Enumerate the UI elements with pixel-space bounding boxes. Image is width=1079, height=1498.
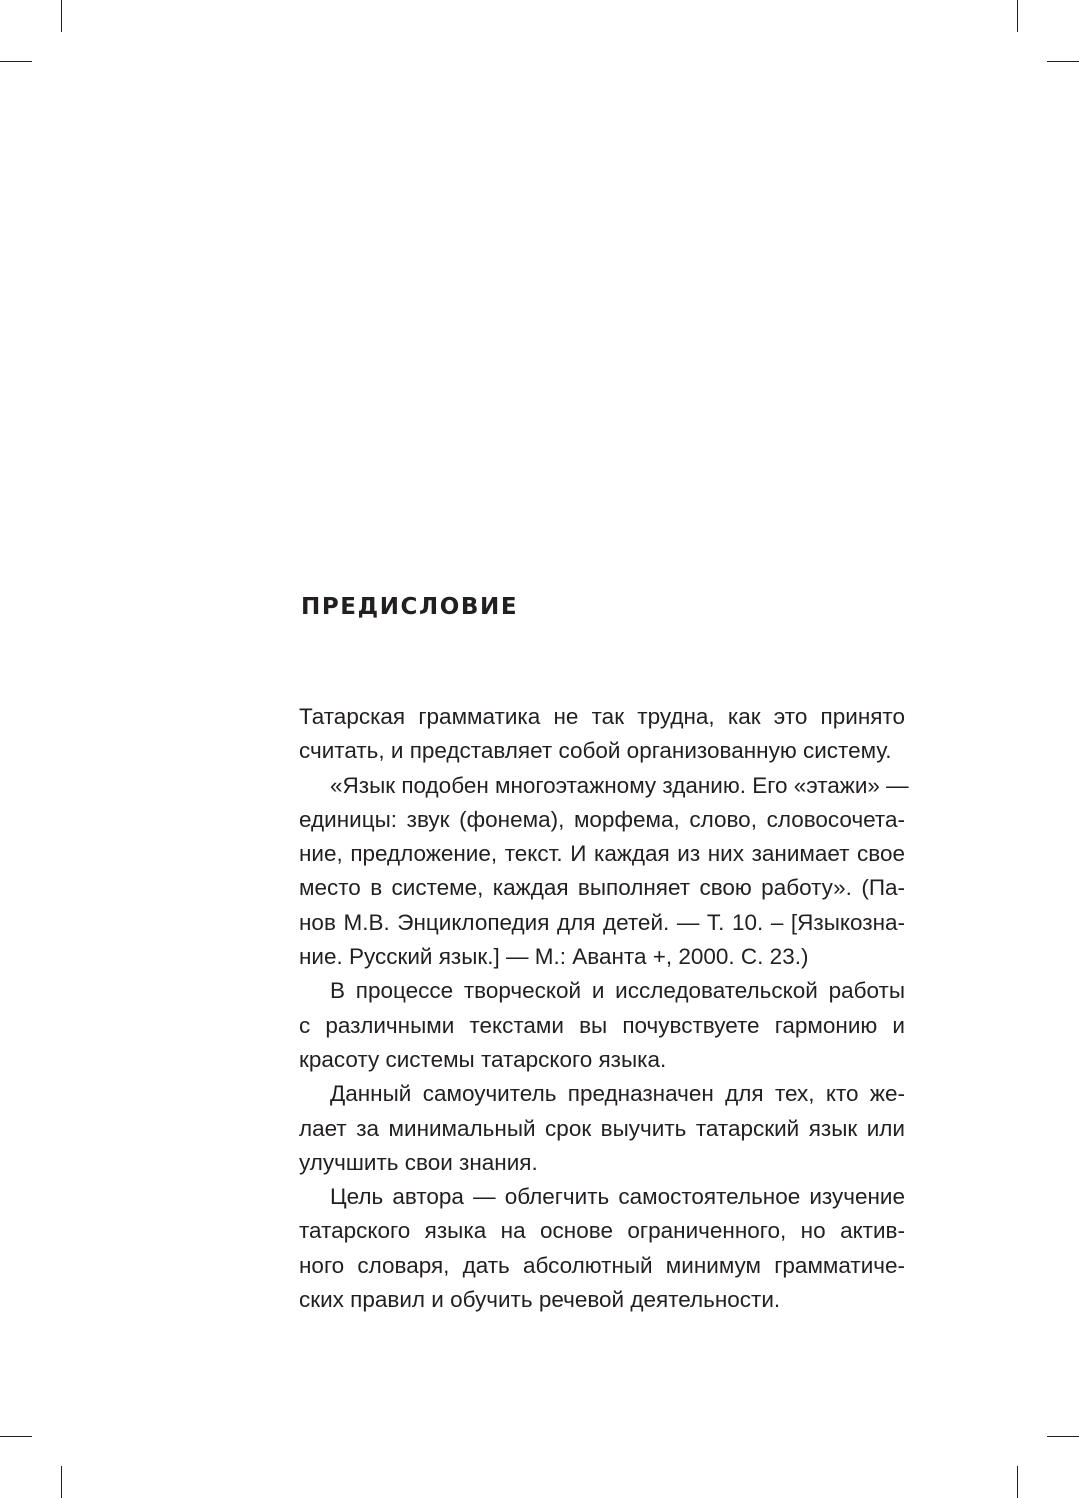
crop-mark-bottom-right-vertical (1017, 1466, 1018, 1498)
crop-mark-top-left-vertical (61, 0, 62, 32)
text-line: улучшить свои знания. (299, 1149, 538, 1175)
text-line: считать, и представляет собой организованную систему. (299, 738, 892, 764)
text-line: Татарская грамматика не так трудна, как это принято (299, 704, 905, 729)
text-line: Цель автора — облегчить самостоятельное изучение (330, 1184, 905, 1210)
paragraph-5 (299, 1180, 905, 1317)
crop-mark-top-right-vertical (1017, 0, 1018, 32)
paragraph-2 (299, 769, 909, 975)
crop-mark-bottom-right-horizontal (1047, 1436, 1079, 1437)
text-line: ного словаря, дать абсолютный минимум грамматиче- (299, 1252, 905, 1278)
crop-mark-top-right-horizontal (1047, 61, 1079, 62)
text-line: Данный самоучитель предназначен для тех, кто же- (330, 1081, 905, 1107)
text-line: «Язык подобен многоэтажному зданию. Его «этажи» — (330, 772, 909, 798)
preface-body (299, 700, 909, 1317)
section-heading: ПРЕДИСЛОВИЕ (301, 594, 519, 620)
text-line: ние, предложение, текст. И каждая из них занимает свое (299, 841, 905, 867)
text-line: ских правил и обучить речевой деятельности. (299, 1287, 781, 1313)
text-line: единицы: звук (фонема), морфема, слово, словосочета- (299, 806, 905, 832)
paragraph-1 (299, 700, 905, 769)
text-line: место в системе, каждая выполняет свою работу». (Па- (299, 875, 905, 901)
crop-mark-bottom-left-horizontal (0, 1436, 32, 1437)
text-line: красоту системы татарского языка. (299, 1046, 667, 1072)
text-line: нов М.В. Энциклопедия для детей. — Т. 10. – [Языкозна- (299, 909, 905, 935)
crop-mark-top-left-horizontal (0, 61, 32, 62)
crop-mark-bottom-left-vertical (61, 1466, 62, 1498)
text-line: ние. Русский язык.] — М.: Аванта +, 2000. С. 23.) (299, 944, 809, 970)
text-line: лает за минимальный срок выучить татарский язык или (299, 1115, 905, 1141)
text-line: с различными текстами вы почувствуете гармонию и (299, 1012, 905, 1038)
paragraph-4 (299, 1077, 905, 1180)
text-line: В процессе творческой и исследовательской работы (330, 978, 905, 1004)
paragraph-3 (299, 974, 905, 1077)
text-line: татарского языка на основе ограниченного, но актив- (299, 1218, 905, 1244)
